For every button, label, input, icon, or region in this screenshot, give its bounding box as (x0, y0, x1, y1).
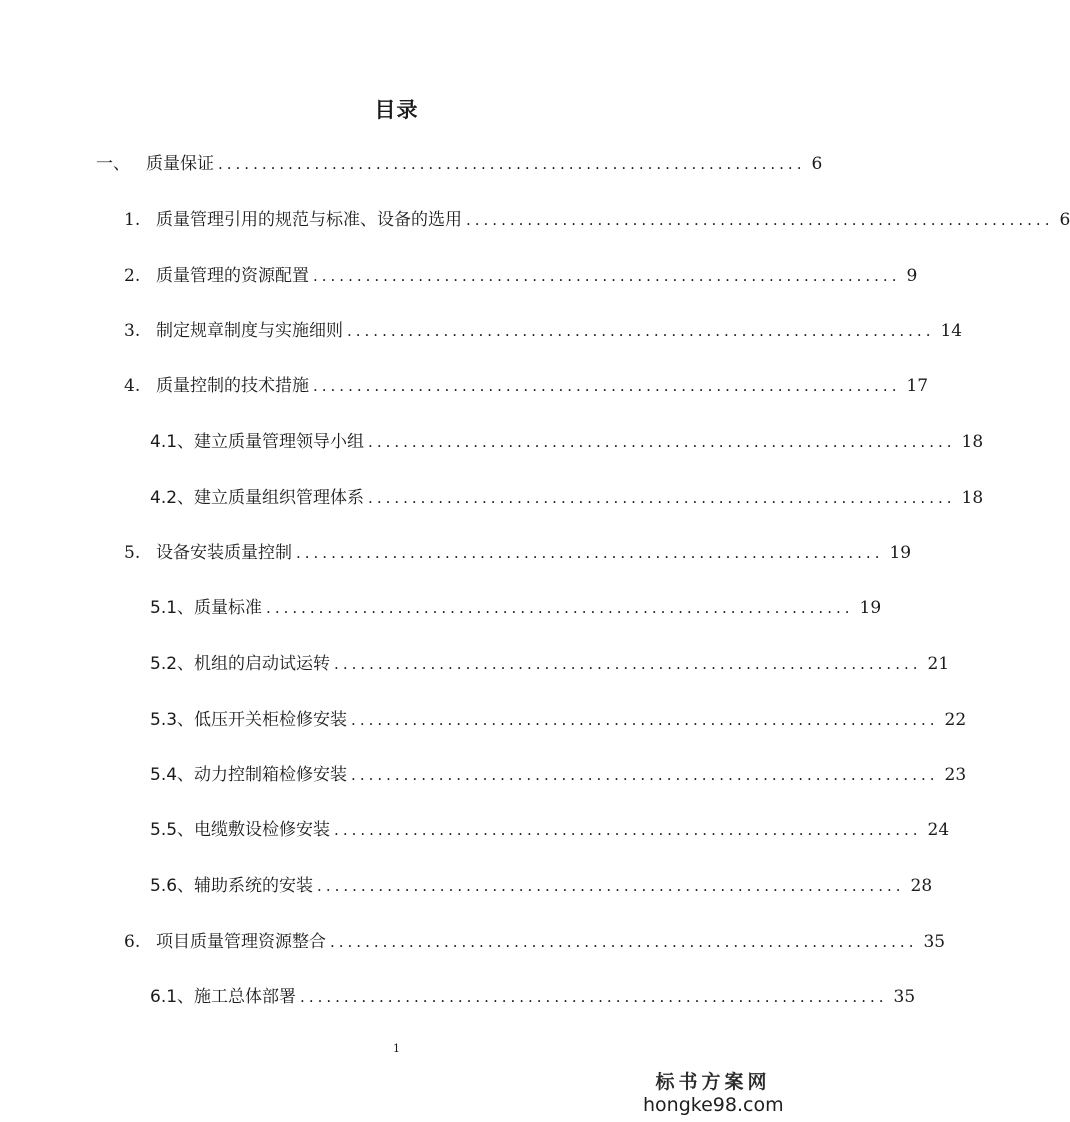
toc-entry-title: 5.6、辅助系统的安装 (150, 876, 314, 896)
toc-entry-page: 35 (893, 987, 916, 1007)
toc-entry[interactable] (150, 761, 967, 789)
toc-entry-title: 5.4、动力控制箱检修安装 (150, 765, 348, 785)
toc-entry[interactable] (124, 206, 1070, 234)
toc-entry-number: 2. (124, 266, 141, 286)
dot-leader: ................................................................... (368, 489, 956, 507)
toc-entry-title: 5.1、质量标准 (150, 598, 263, 618)
toc-entry[interactable] (124, 928, 946, 956)
watermark-domain: hongke98.com (643, 1094, 784, 1116)
toc-entry[interactable] (124, 317, 963, 345)
toc-entry-title: 质量控制的技术措施 (156, 376, 309, 396)
dot-leader: ................................................................... (317, 877, 905, 895)
dot-leader: ................................................................... (266, 599, 854, 617)
toc-entry-title: 5.3、低压开关柜检修安装 (150, 710, 348, 730)
page-title: 目录 (374, 98, 419, 122)
toc-entry-page: 17 (906, 376, 929, 396)
dot-leader: ................................................................... (351, 711, 939, 729)
toc-entry[interactable] (124, 372, 929, 400)
toc-entry-page: 19 (889, 543, 912, 563)
watermark-logo (643, 1070, 783, 1116)
toc-entry[interactable] (150, 484, 984, 512)
toc-entry-title: 质量保证 (146, 154, 214, 174)
toc-entry[interactable] (150, 650, 950, 678)
toc-entry-page: 14 (940, 321, 963, 341)
toc-entry-page: 19 (859, 598, 882, 618)
toc-entry-number: 4. (124, 376, 141, 396)
toc-entry-page: 18 (961, 432, 984, 452)
toc-entry-title: 4.2、建立质量组织管理体系 (150, 488, 365, 508)
page-number: 1 (393, 1042, 400, 1055)
dot-leader: ................................................................... (330, 933, 918, 951)
toc-entry[interactable] (150, 594, 882, 622)
toc-entry-page: 35 (923, 932, 946, 952)
dot-leader: ................................................................... (351, 766, 939, 784)
dot-leader: ................................................................... (334, 821, 922, 839)
toc-entry[interactable] (124, 262, 918, 290)
toc-entry-page: 18 (961, 488, 984, 508)
dot-leader: ................................................................... (466, 211, 1054, 229)
toc-entry-title: 质量管理的资源配置 (156, 266, 309, 286)
toc-entry[interactable] (150, 428, 984, 456)
toc-entry-title: 5.5、电缆敷设检修安装 (150, 820, 331, 840)
toc-entry-title: 制定规章制度与实施细则 (156, 321, 343, 341)
dot-leader: ................................................................... (347, 322, 935, 340)
toc-entry-title: 项目质量管理资源整合 (156, 932, 326, 952)
toc-entry-title: 5.2、机组的启动试运转 (150, 654, 331, 674)
toc-entry-title: 质量管理引用的规范与标准、设备的选用 (156, 210, 462, 230)
toc-entry[interactable] (150, 706, 967, 734)
dot-leader: ................................................................... (300, 988, 888, 1006)
dot-leader: ................................................................... (334, 655, 922, 673)
dot-leader: ................................................................... (296, 544, 884, 562)
toc-entry-page: 23 (944, 765, 967, 785)
toc-entry-number: 3. (124, 321, 141, 341)
dot-leader: ................................................................... (368, 433, 956, 451)
dot-leader: ................................................................... (313, 267, 901, 285)
toc-entry-page: 22 (944, 710, 967, 730)
toc-entry[interactable] (150, 983, 916, 1011)
toc-entry-page: 6 (1059, 210, 1070, 230)
toc-entry-page: 6 (811, 154, 823, 174)
toc-entry-number: 一、 (96, 154, 130, 174)
watermark-chinese: 标书方案网 (655, 1071, 771, 1093)
toc-entry-number: 5. (124, 543, 141, 563)
toc-entry-page: 21 (927, 654, 950, 674)
toc-entry-number: 1. (124, 210, 141, 230)
toc-entry-page: 28 (910, 876, 933, 896)
toc-entry-title: 4.1、建立质量管理领导小组 (150, 432, 365, 452)
toc-entry[interactable] (96, 150, 823, 178)
toc-entry[interactable] (150, 872, 933, 900)
toc-entry-title: 6.1、施工总体部署 (150, 987, 297, 1007)
toc-entry[interactable] (124, 539, 912, 567)
dot-leader: ................................................................... (313, 377, 901, 395)
toc-entry-number: 6. (124, 932, 141, 952)
toc-entry-title: 设备安装质量控制 (156, 543, 292, 563)
toc-entry-page: 9 (906, 266, 918, 286)
dot-leader: ................................................................... (218, 155, 806, 173)
toc-entry-page: 24 (927, 820, 950, 840)
toc-entry[interactable] (150, 816, 950, 844)
